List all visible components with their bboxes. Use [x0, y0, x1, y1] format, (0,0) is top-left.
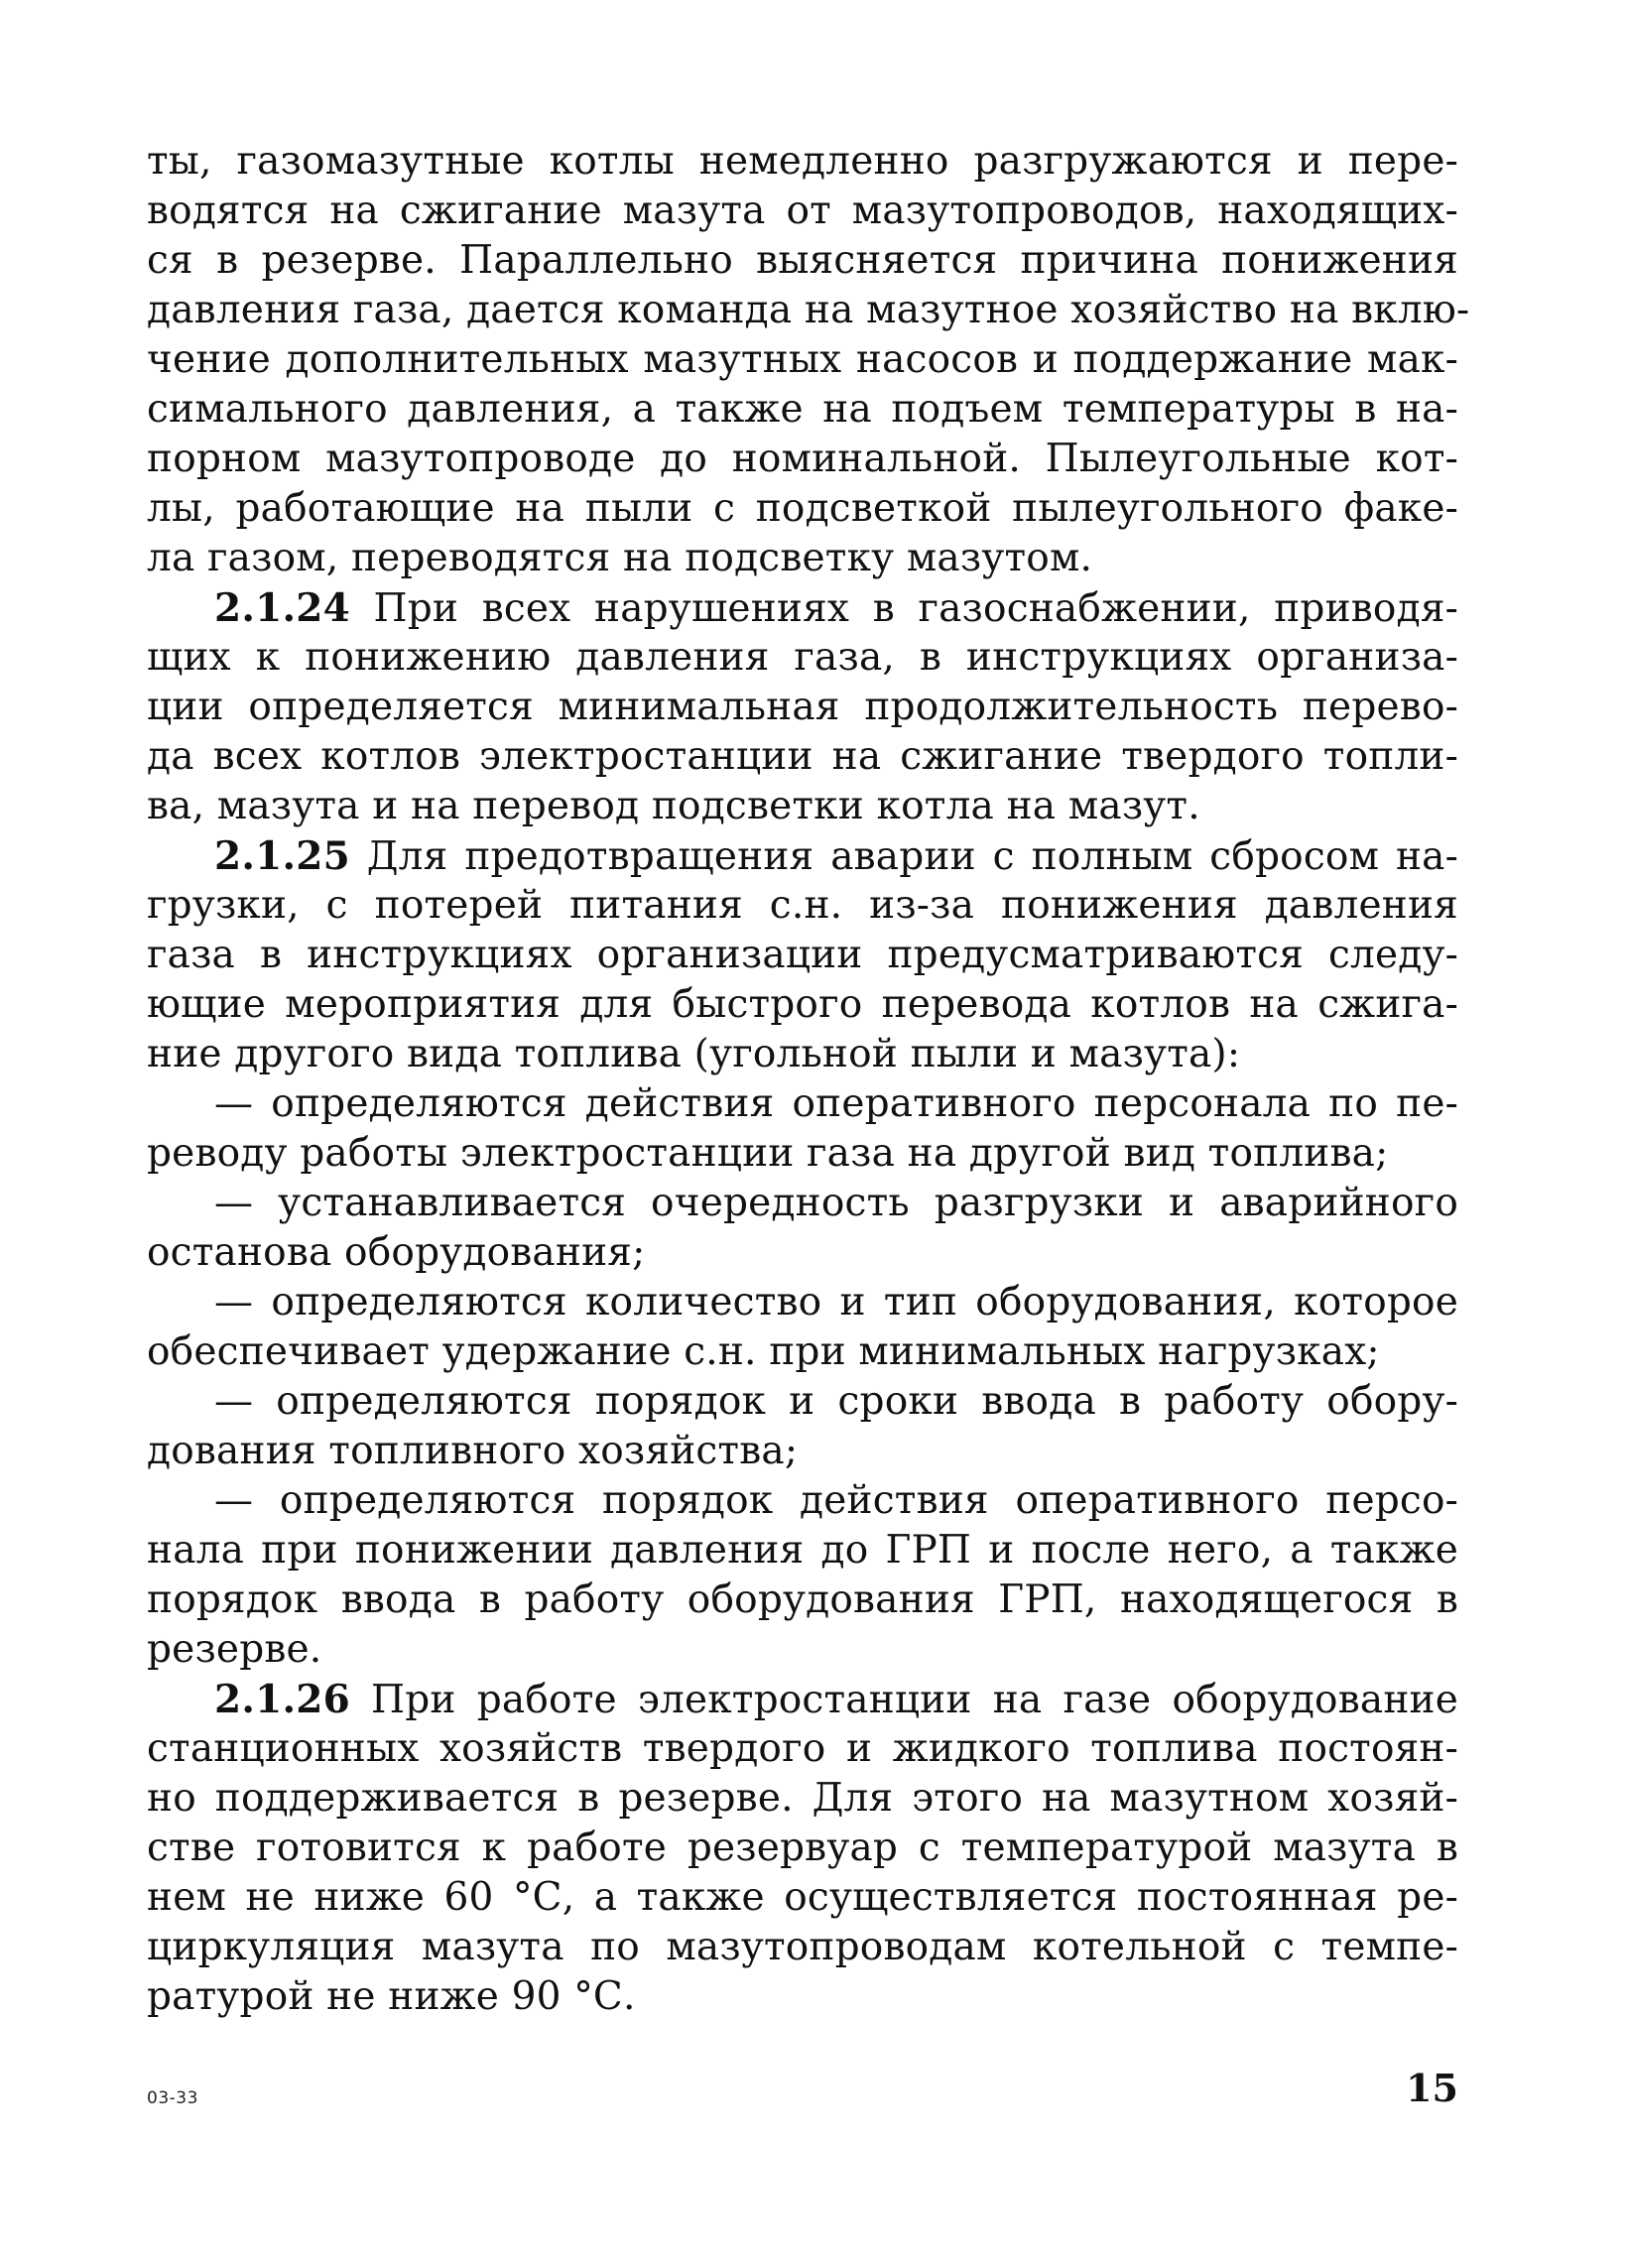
- line-text: ции определяется минимальная продолжительность перево-: [147, 685, 1458, 729]
- text-line: [147, 1724, 1458, 1774]
- line-text: ние другого вида топлива (угольной пыли и мазута):: [147, 1032, 1241, 1076]
- line-text: ла газом, переводятся на подсветку мазутом.: [147, 536, 1093, 580]
- line-text: Для предотвращения аварии с полным сбросом на-: [349, 834, 1458, 879]
- text-line: [147, 286, 1470, 335]
- text-line: [147, 484, 1458, 534]
- text-line: [147, 980, 1458, 1030]
- line-text: циркуляция мазута по мазутопроводам котельной с темпе-: [147, 1925, 1458, 1969]
- text-line: [147, 1476, 1458, 1526]
- text-line: [147, 1228, 1458, 1278]
- text-line: [147, 435, 1458, 484]
- text-line: [147, 1575, 1458, 1625]
- text-line: [147, 137, 1458, 187]
- line-text: чение дополнительных мазутных насосов и поддержание мак-: [147, 337, 1458, 382]
- text-line: [147, 1278, 1458, 1327]
- text-line: [147, 385, 1458, 435]
- line-text: При работе электростанции на газе оборудование: [349, 1678, 1458, 1722]
- line-text: — устанавливается очередность разгрузки и аварийного: [214, 1181, 1458, 1225]
- line-text: водятся на сжигание мазута от мазутопроводов, находящих-: [147, 189, 1458, 233]
- text-line: [147, 1377, 1458, 1427]
- section-number: 2.1.25: [214, 833, 350, 879]
- text-line: [147, 187, 1458, 236]
- line-text: стве готовится к работе резервуар с температурой мазута в: [147, 1826, 1458, 1870]
- section-number: 2.1.26: [214, 1677, 350, 1722]
- line-text: щих к понижению давления газа, в инструкциях организа-: [147, 635, 1458, 680]
- line-text: станционных хозяйств твердого и жидкого топлива постоян-: [147, 1726, 1458, 1771]
- text-line: [147, 782, 1458, 831]
- line-text: останова оборудования;: [147, 1230, 646, 1275]
- text-line: [147, 881, 1458, 931]
- line-text: дования топливного хозяйства;: [147, 1429, 799, 1473]
- line-text: давления газа, дается команда на мазутное хозяйство на вклю-: [147, 288, 1470, 332]
- text-line: [147, 1972, 1458, 2022]
- line-text: ся в резерве. Параллельно выясняется причина понижения: [147, 238, 1458, 283]
- line-text: грузки, с потерей питания с.н. из-за понижения давления: [147, 883, 1458, 928]
- text-line: [147, 1129, 1458, 1179]
- line-text: реводу работы электростанции газа на другой вид топлива;: [147, 1131, 1389, 1176]
- line-text: газа в инструкциях организации предусматриваются следу-: [147, 933, 1458, 977]
- text-line: [147, 1526, 1458, 1575]
- line-text: ты, газомазутные котлы немедленно разгружаются и пере-: [147, 139, 1458, 184]
- line-text: симального давления, а также на подъем температуры в на-: [147, 387, 1458, 432]
- text-line: [147, 1427, 1458, 1476]
- line-text: да всех котлов электростанции на сжигание твердого топли-: [147, 734, 1458, 779]
- line-text: ва, мазута и на перевод подсветки котла на мазут.: [147, 784, 1200, 828]
- line-text: нала при понижении давления до ГРП и после него, а также: [147, 1528, 1458, 1573]
- line-text: резерве.: [147, 1627, 322, 1672]
- text-line: [147, 1179, 1458, 1228]
- text-line: [147, 1923, 1458, 1972]
- text-line: [147, 335, 1458, 385]
- line-text: — определяются действия оперативного персонала по пе-: [214, 1081, 1458, 1126]
- text-line: [147, 732, 1458, 782]
- text-line: [147, 1824, 1458, 1873]
- text-line: [147, 683, 1458, 732]
- text-line: [147, 1079, 1458, 1129]
- text-line: [147, 1774, 1458, 1824]
- footer-code: 03-33: [147, 2088, 198, 2108]
- line-text: — определяются порядок действия оперативного персо-: [214, 1478, 1458, 1523]
- text-line: [147, 1873, 1458, 1923]
- page-number: 15: [1406, 2066, 1458, 2110]
- line-text: нем не ниже 60 °С, а также осуществляется постоянная ре-: [147, 1875, 1458, 1920]
- section-line: [147, 583, 1458, 633]
- text-line: [147, 1030, 1458, 1079]
- text-line: [147, 633, 1458, 683]
- line-text: лы, работающие на пыли с подсветкой пылеугольного факе-: [147, 486, 1458, 531]
- line-text: ратурой не ниже 90 °С.: [147, 1974, 636, 2019]
- text-line: [147, 236, 1458, 286]
- line-text: порном мазутопроводе до номинальной. Пылеугольные кот-: [147, 437, 1458, 481]
- line-text: порядок ввода в работу оборудования ГРП, находящегося в: [147, 1577, 1458, 1622]
- text-line: [147, 1327, 1458, 1377]
- line-text: но поддерживается в резерве. Для этого на мазутном хозяй-: [147, 1776, 1458, 1821]
- section-line: [147, 1675, 1458, 1724]
- line-text: — определяются порядок и сроки ввода в работу обору-: [214, 1379, 1458, 1424]
- line-text: обеспечивает удержание с.н. при минимальных нагрузках;: [147, 1329, 1380, 1374]
- line-text: При всех нарушениях в газоснабжении, приводя-: [349, 586, 1458, 631]
- text-line: [147, 534, 1458, 583]
- section-line: [147, 831, 1458, 881]
- line-text: ющие мероприятия для быстрого перевода котлов на сжига-: [147, 982, 1458, 1027]
- text-line: [147, 931, 1458, 980]
- text-line: [147, 1625, 1458, 1675]
- body-text: [147, 137, 1470, 2022]
- section-number: 2.1.24: [214, 585, 350, 631]
- line-text: — определяются количество и тип оборудования, которое: [214, 1280, 1458, 1324]
